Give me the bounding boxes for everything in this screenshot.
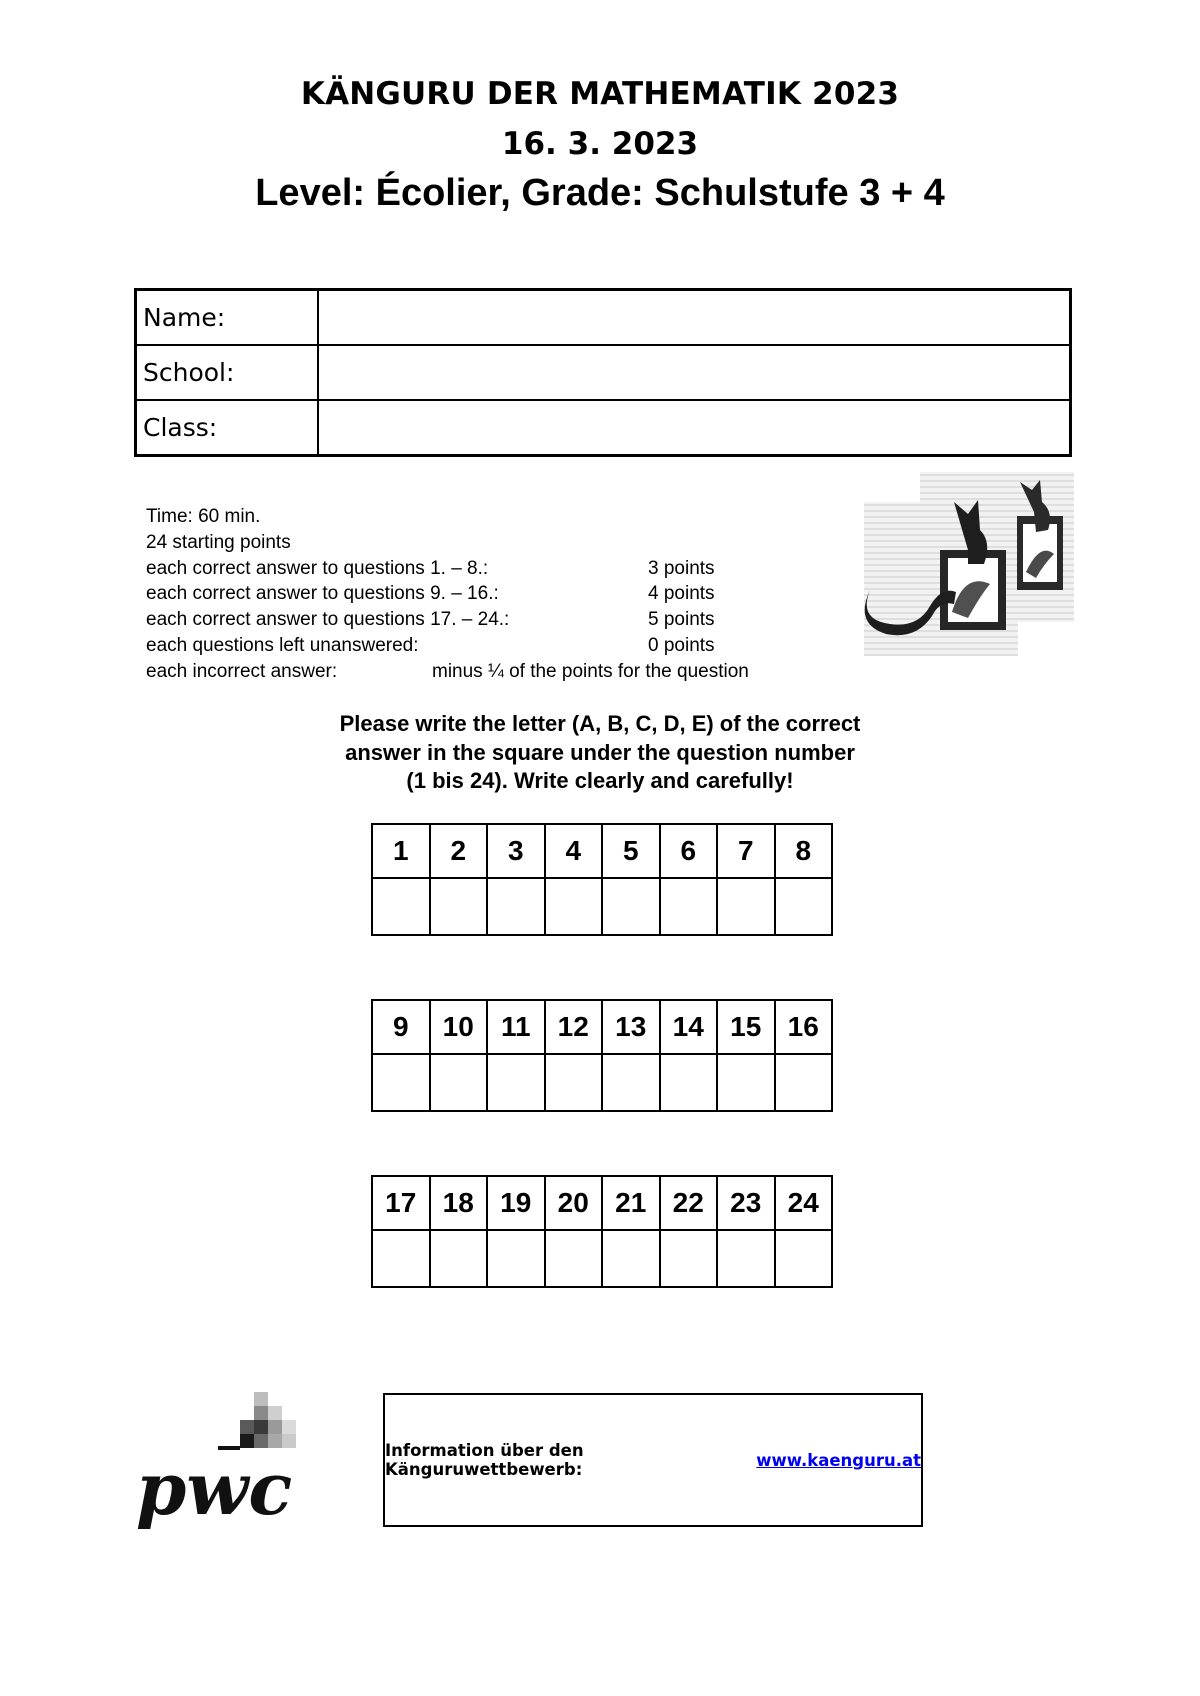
question-number: 2	[430, 824, 488, 878]
answer-box[interactable]	[430, 1054, 488, 1111]
question-number: 21	[602, 1176, 660, 1230]
rule-points: 5 points	[648, 609, 715, 631]
pwc-logo-text: pwc	[136, 1446, 293, 1531]
answer-grid-1-8	[371, 823, 833, 936]
name-row	[136, 290, 1071, 346]
name-field[interactable]	[318, 290, 1071, 346]
instruction-line: Please write the letter (A, B, C, D, E) of the correct	[339, 711, 861, 736]
start-points-rule: 24 starting points	[146, 531, 291, 553]
answer-box[interactable]	[660, 1230, 718, 1287]
class-row	[136, 400, 1071, 456]
answer-box[interactable]	[372, 1054, 430, 1111]
answer-box[interactable]	[717, 1230, 775, 1287]
question-number-row	[372, 1000, 832, 1054]
question-number-row	[372, 1176, 832, 1230]
rule-text: each correct answer to questions 1. – 8.:	[146, 557, 489, 579]
scoring-rules	[146, 504, 846, 685]
class-field[interactable]	[318, 400, 1071, 456]
contest-title: KÄNGURU DER MATHEMATIK 2023	[300, 76, 900, 112]
contest-info-box	[383, 1393, 923, 1527]
question-number: 6	[660, 824, 718, 878]
student-info-table	[134, 288, 1072, 457]
school-field[interactable]	[318, 345, 1071, 400]
time-rule: Time: 60 min.	[146, 506, 261, 527]
question-number: 19	[487, 1176, 545, 1230]
question-number: 7	[717, 824, 775, 878]
question-number: 5	[602, 824, 660, 878]
answer-box[interactable]	[487, 1230, 545, 1287]
answer-box[interactable]	[660, 1054, 718, 1111]
answer-box[interactable]	[545, 1054, 603, 1111]
rule-text: each correct answer to questions 9. – 16.:	[146, 583, 499, 605]
info-text: Information über den Känguruwettbewerb:	[385, 1441, 584, 1479]
level-grade-line: Level: Écolier, Grade: Schulstufe 3 + 4	[255, 172, 945, 214]
instruction-line: (1 bis 24). Write clearly and carefully!	[406, 768, 794, 793]
answer-box[interactable]	[430, 1230, 488, 1287]
instruction-line: answer in the square under the question number	[345, 739, 855, 765]
question-number: 4	[545, 824, 603, 878]
rule-text: each questions left unanswered:	[146, 634, 419, 656]
rule-text: each incorrect answer:	[146, 660, 338, 682]
question-number: 3	[487, 824, 545, 878]
answer-box[interactable]	[717, 878, 775, 935]
answer-box[interactable]	[372, 1230, 430, 1287]
question-number: 13	[602, 1000, 660, 1054]
question-number: 20	[545, 1176, 603, 1230]
answer-box[interactable]	[487, 878, 545, 935]
answer-box[interactable]	[372, 878, 430, 935]
answer-box[interactable]	[717, 1054, 775, 1111]
rule-points: 3 points	[648, 557, 715, 579]
question-number: 12	[545, 1000, 603, 1054]
question-number: 23	[717, 1176, 775, 1230]
rule-points: 4 points	[648, 583, 715, 605]
answer-grid-17-24	[371, 1175, 833, 1288]
question-number: 24	[775, 1176, 833, 1230]
school-label: School:	[136, 345, 319, 400]
answer-box[interactable]	[545, 878, 603, 935]
contest-date: 16. 3. 2023	[501, 126, 699, 162]
answer-box[interactable]	[602, 1054, 660, 1111]
answer-box[interactable]	[602, 1230, 660, 1287]
answer-box-row	[372, 878, 832, 935]
question-number: 8	[775, 824, 833, 878]
rule-text: each correct answer to questions 17. – 24.:	[146, 609, 510, 631]
answer-box[interactable]	[602, 878, 660, 935]
rule-points: 0 points	[648, 634, 715, 656]
rule-points: minus ¼ of the points for the question	[432, 660, 749, 682]
rule-line	[146, 581, 846, 607]
pwc-logo	[136, 1392, 322, 1532]
answer-box-row	[372, 1230, 832, 1287]
question-number: 10	[430, 1000, 488, 1054]
question-number: 17	[372, 1176, 430, 1230]
answer-box-row	[372, 1054, 832, 1111]
kaenguru-link[interactable]: www.kaenguru.at	[756, 1450, 921, 1470]
question-number-row	[372, 824, 832, 878]
question-number: 1	[372, 824, 430, 878]
school-row	[136, 345, 1071, 400]
answer-box[interactable]	[545, 1230, 603, 1287]
answer-box[interactable]	[775, 878, 833, 935]
answer-instruction	[0, 710, 1200, 796]
question-number: 22	[660, 1176, 718, 1230]
incorrect-rule	[146, 659, 846, 685]
answer-grid-9-16	[371, 999, 833, 1112]
kangaroo-logo-icon	[864, 472, 1074, 656]
rule-line	[146, 556, 846, 582]
question-number: 16	[775, 1000, 833, 1054]
question-number: 14	[660, 1000, 718, 1054]
answer-box[interactable]	[487, 1054, 545, 1111]
question-number: 15	[717, 1000, 775, 1054]
name-label: Name:	[136, 290, 319, 346]
question-number: 18	[430, 1176, 488, 1230]
answer-box[interactable]	[430, 878, 488, 935]
answer-box[interactable]	[775, 1054, 833, 1111]
class-label: Class:	[136, 400, 319, 456]
answer-box[interactable]	[660, 878, 718, 935]
rule-line	[146, 607, 846, 633]
question-number: 11	[487, 1000, 545, 1054]
rule-line	[146, 633, 846, 659]
answer-box[interactable]	[775, 1230, 833, 1287]
question-number: 9	[372, 1000, 430, 1054]
